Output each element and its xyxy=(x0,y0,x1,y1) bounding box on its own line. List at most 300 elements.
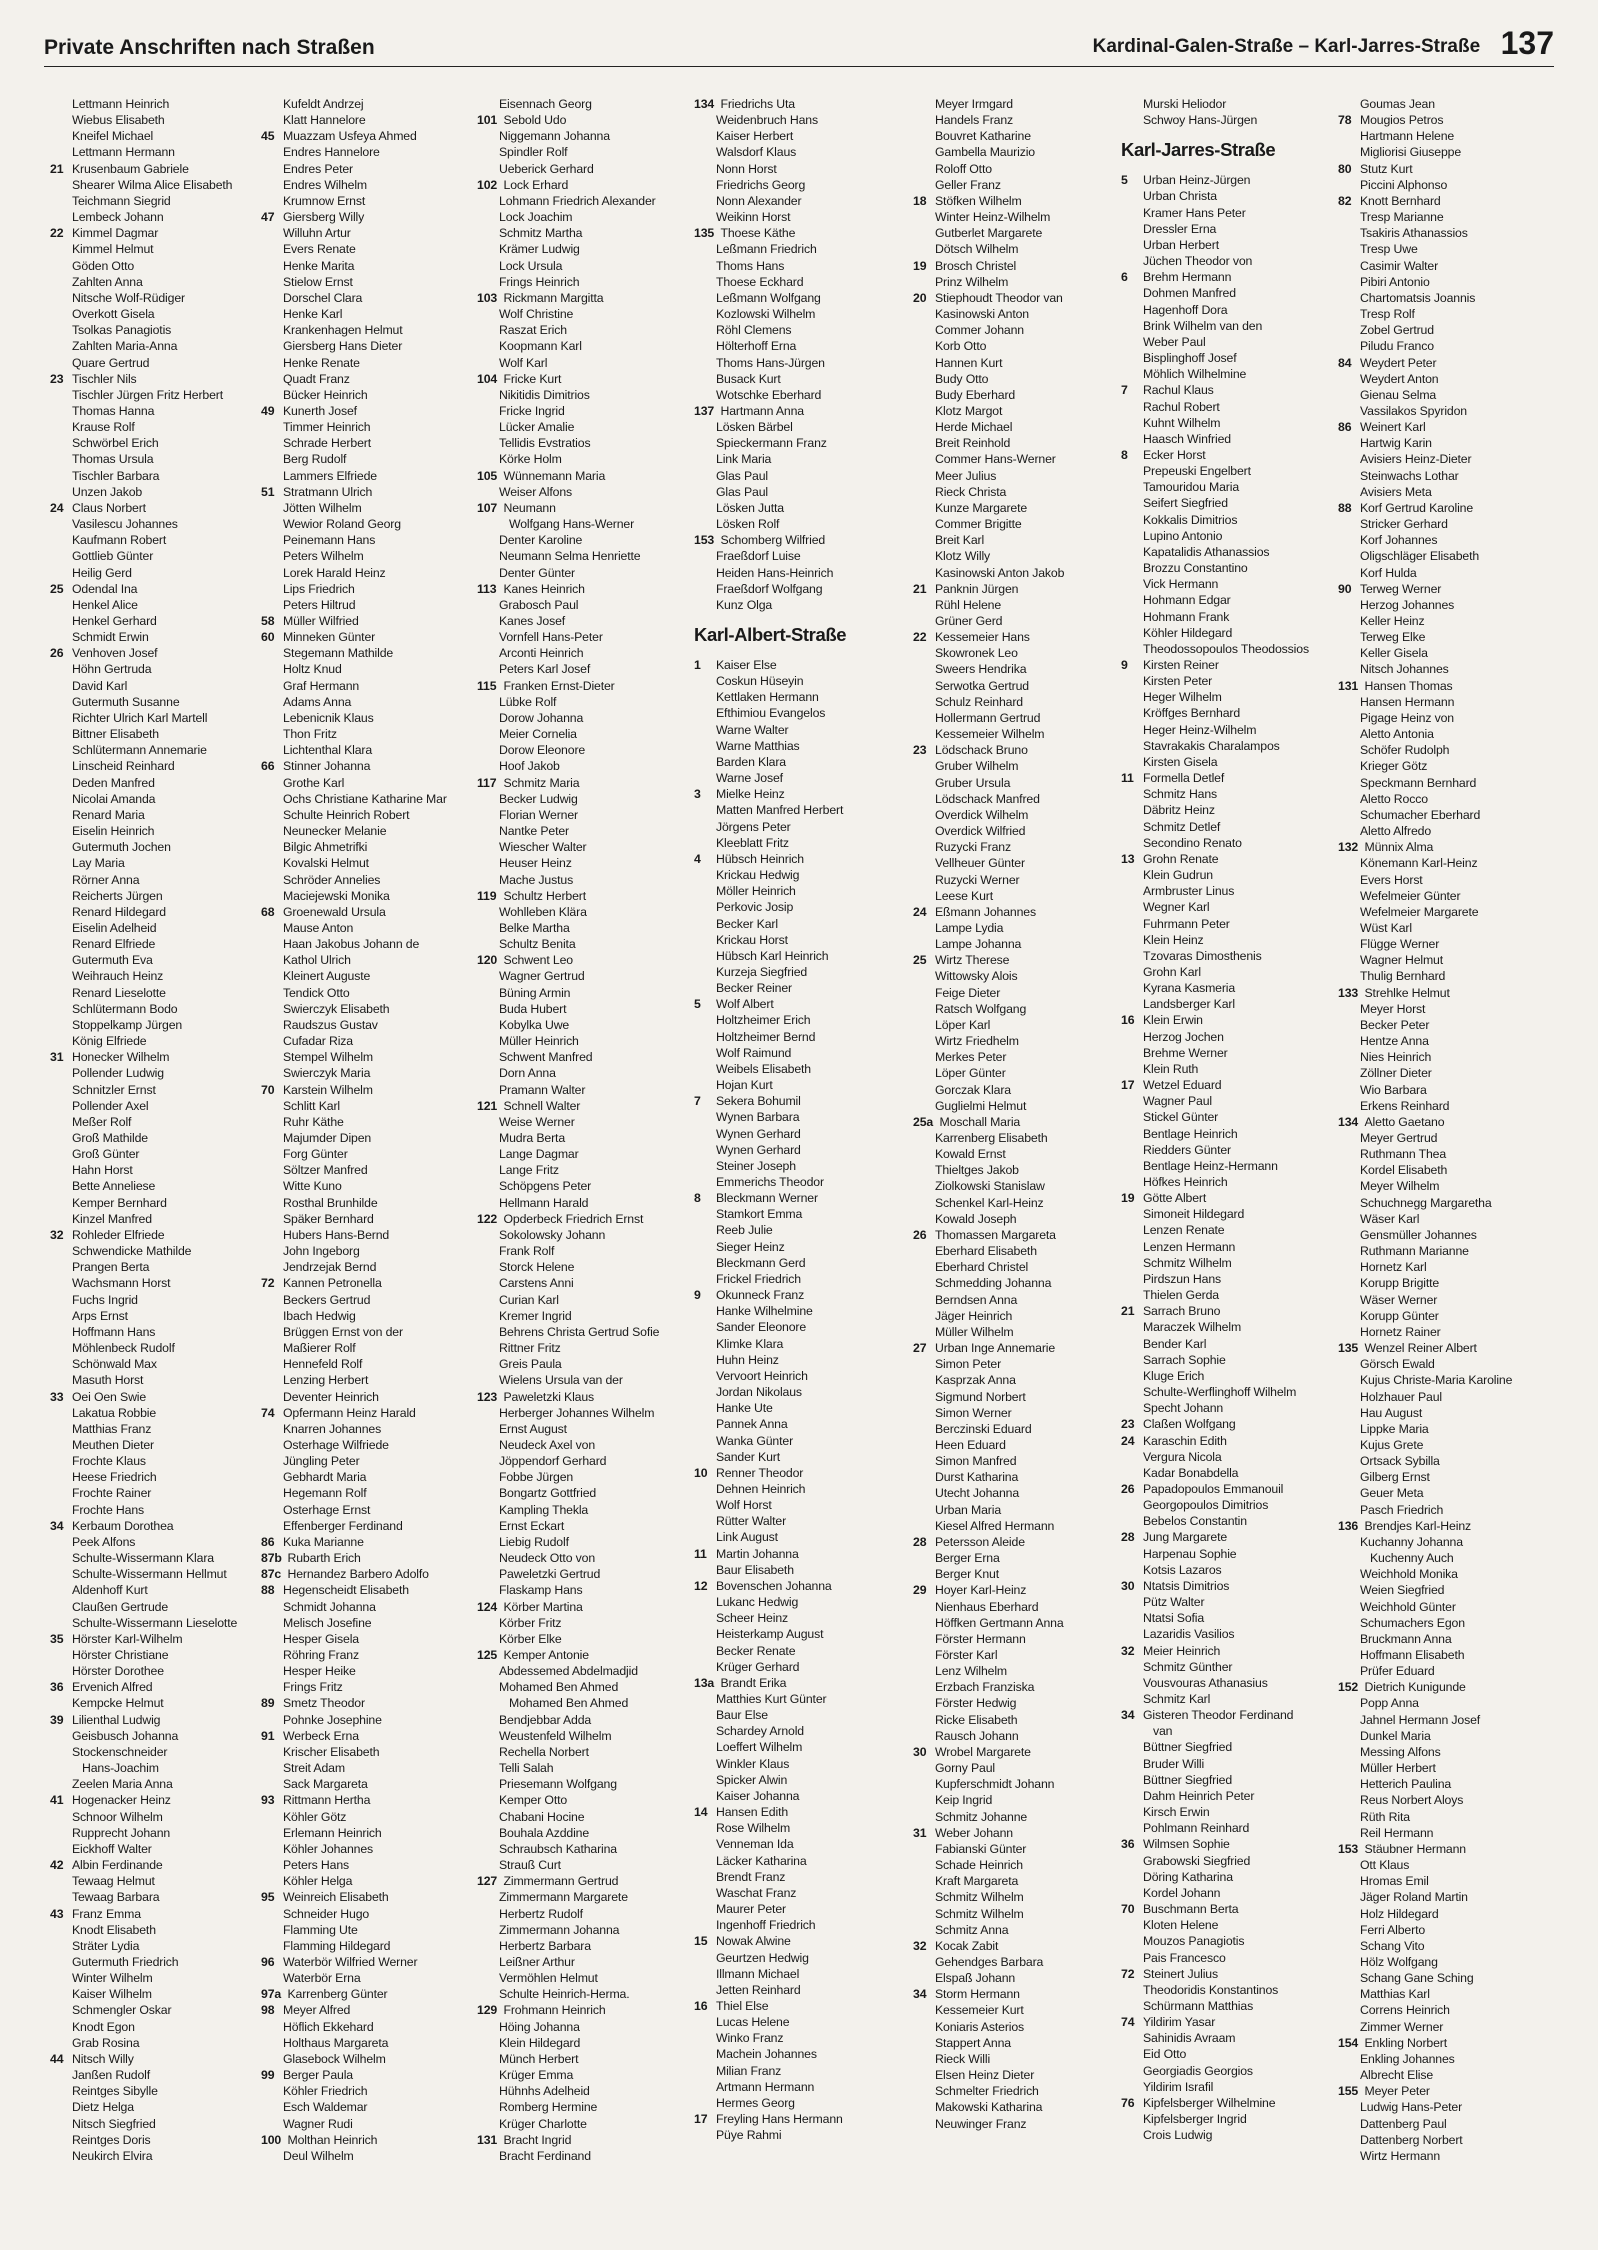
house-number: 153 xyxy=(694,533,715,548)
resident-entry xyxy=(50,968,265,984)
resident-entry xyxy=(913,1695,1128,1711)
resident-entry xyxy=(477,1760,692,1776)
resident-name: Link August xyxy=(716,1530,778,1545)
resident-name: Romberg Hermine xyxy=(499,2100,598,2115)
resident-entry xyxy=(1121,1465,1336,1481)
resident-name: Neumann xyxy=(503,500,556,515)
resident-entry xyxy=(50,791,265,807)
resident-entry xyxy=(477,258,692,274)
resident-entry xyxy=(1121,1287,1336,1303)
resident-name: Meier Heinrich xyxy=(1143,1643,1221,1658)
house-number: 97a xyxy=(261,1987,282,2002)
resident-name: Berndsen Anna xyxy=(935,1292,1018,1307)
resident-name: Hansen Edith xyxy=(716,1805,789,1820)
resident-entry xyxy=(477,710,692,726)
resident-entry xyxy=(261,1712,476,1728)
resident-name: Crois Ludwig xyxy=(1143,2128,1213,2143)
resident-entry xyxy=(694,1384,909,1400)
resident-entry xyxy=(261,1178,476,1194)
resident-name: Effenberger Ferdinand xyxy=(283,1518,403,1533)
resident-name: Neuwinger Franz xyxy=(935,2116,1027,2131)
resident-name: Körke Holm xyxy=(499,452,562,467)
resident-name: Nonn Horst xyxy=(716,161,777,176)
resident-name: Mache Justus xyxy=(499,872,574,887)
resident-entry xyxy=(1338,1631,1553,1647)
resident-entry xyxy=(694,435,909,451)
resident-entry xyxy=(1338,209,1553,225)
resident-entry xyxy=(913,1146,1128,1162)
resident-name: Möhlenbeck Rudolf xyxy=(72,1341,175,1356)
resident-name: Hegenscheidt Elisabeth xyxy=(283,1583,409,1598)
resident-entry xyxy=(913,2083,1128,2099)
house-number: 129 xyxy=(477,2003,498,2018)
resident-entry xyxy=(477,1825,692,1841)
resident-name: Thiel Else xyxy=(716,1998,769,2013)
resident-name: Karrenberg Günter xyxy=(287,1987,388,2002)
resident-name: Krüger Emma xyxy=(499,2068,574,2083)
resident-name: Kremer Ingrid xyxy=(499,1308,572,1323)
resident-name: Müller Heinrich xyxy=(499,1034,579,1049)
resident-entry xyxy=(913,1162,1128,1178)
resident-entry xyxy=(913,225,1128,241)
resident-entry xyxy=(477,775,692,791)
resident-entry xyxy=(1338,484,1553,500)
resident-name: Kotsis Lazaros xyxy=(1143,1562,1222,1577)
resident-entry xyxy=(694,484,909,500)
resident-entry xyxy=(1338,1356,1553,1372)
house-number: 13 xyxy=(1121,851,1135,866)
resident-entry xyxy=(1121,625,1336,641)
resident-entry xyxy=(261,2083,476,2099)
resident-name: Lebenicnik Klaus xyxy=(283,710,374,725)
resident-entry xyxy=(50,1130,265,1146)
resident-entry xyxy=(50,1922,265,1938)
resident-entry xyxy=(477,322,692,338)
house-number: 102 xyxy=(477,177,498,192)
resident-entry xyxy=(1121,754,1336,770)
resident-entry xyxy=(913,532,1128,548)
resident-entry xyxy=(50,112,265,128)
resident-name: Overkott Gisela xyxy=(72,307,155,322)
resident-entry xyxy=(694,1804,909,1820)
resident-name: Makowski Katharina xyxy=(935,2100,1043,2115)
resident-entry xyxy=(1338,500,1553,516)
resident-name: Wolf Raimund xyxy=(716,1045,792,1060)
resident-entry xyxy=(913,177,1128,193)
resident-name: Stamkort Emma xyxy=(716,1207,803,1222)
resident-entry xyxy=(1121,1578,1336,1594)
house-number: 7 xyxy=(694,1094,701,1109)
resident-entry xyxy=(50,742,265,758)
resident-entry xyxy=(477,2035,692,2051)
resident-name: Kirsch Erwin xyxy=(1143,1805,1210,1820)
resident-entry xyxy=(50,2019,265,2035)
resident-name: Sander Eleonore xyxy=(716,1320,807,1335)
resident-entry xyxy=(913,306,1128,322)
resident-name: Frickel Friedrich xyxy=(716,1271,801,1286)
resident-name: Strauß Curt xyxy=(499,1858,561,1873)
resident-entry xyxy=(1338,1130,1553,1146)
house-number: 121 xyxy=(477,1098,498,1113)
resident-name: Reintges Sibylle xyxy=(72,2084,158,2099)
resident-entry xyxy=(50,1082,265,1098)
resident-entry xyxy=(913,387,1128,403)
resident-entry xyxy=(694,1643,909,1659)
resident-entry xyxy=(913,1534,1128,1550)
house-number: 91 xyxy=(261,1728,275,1743)
resident-entry xyxy=(261,985,476,1001)
resident-name: Bracht Ferdinand xyxy=(499,2148,591,2163)
resident-name: Frochte Klaus xyxy=(72,1454,146,1469)
resident-entry xyxy=(1338,888,1553,904)
resident-name: Okunneck Franz xyxy=(716,1288,805,1303)
resident-name: Zahlten Maria-Anna xyxy=(72,339,178,354)
resident-name: Lange Fritz xyxy=(499,1163,559,1178)
resident-entry xyxy=(1338,1033,1553,1049)
resident-entry xyxy=(50,144,265,160)
resident-entry xyxy=(50,775,265,791)
resident-name: Henkel Gerhard xyxy=(72,614,157,628)
house-number: 120 xyxy=(477,953,498,968)
house-number: 100 xyxy=(261,2132,282,2147)
resident-entry xyxy=(1121,479,1336,495)
resident-name: Reicherts Jürgen xyxy=(72,888,163,903)
resident-name: Prepeuski Engelbert xyxy=(1143,464,1251,479)
resident-entry xyxy=(694,2030,909,2046)
resident-entry xyxy=(50,1259,265,1275)
resident-entry xyxy=(1338,1017,1553,1033)
resident-entry xyxy=(1121,722,1336,738)
resident-entry xyxy=(50,629,265,645)
resident-entry xyxy=(1338,1679,1553,1695)
resident-entry xyxy=(1121,1836,1336,1852)
resident-entry xyxy=(694,1497,909,1513)
resident-name: Stielow Ernst xyxy=(283,274,353,289)
resident-entry xyxy=(694,1255,909,1271)
resident-name: Wiebus Elisabeth xyxy=(72,113,165,128)
resident-name: Telli Salah xyxy=(499,1761,554,1776)
resident-name: Flamming Hildegard xyxy=(283,1938,391,1953)
resident-name: Speckmann Bernhard xyxy=(1360,775,1477,790)
resident-name: Schöpgens Peter xyxy=(499,1179,592,1194)
resident-entry xyxy=(694,193,909,209)
resident-name: Dorow Johanna xyxy=(499,710,584,725)
resident-name: Spicker Alwin xyxy=(716,1772,788,1787)
resident-entry xyxy=(1338,128,1553,144)
resident-name: Schulz Reinhard xyxy=(935,694,1023,709)
resident-name: Holzhauer Paul xyxy=(1360,1389,1442,1404)
resident-name: Urban Christa xyxy=(1143,189,1217,204)
resident-entry xyxy=(1121,1869,1336,1885)
resident-name: Lenzen Hermann xyxy=(1143,1239,1236,1254)
resident-entry xyxy=(694,290,909,306)
resident-entry xyxy=(694,899,909,915)
resident-name: Kirsten Gisela xyxy=(1143,754,1218,769)
resident-name: Schmitz Wilhelm xyxy=(935,1890,1024,1905)
resident-entry xyxy=(1338,1324,1553,1340)
resident-name: Milian Franz xyxy=(716,2063,782,2078)
resident-name: Matthies Kurt Günter xyxy=(716,1692,827,1706)
resident-entry xyxy=(261,177,476,193)
resident-entry xyxy=(1121,980,1336,996)
resident-entry xyxy=(1338,387,1553,403)
house-number: 26 xyxy=(50,646,64,661)
resident-entry xyxy=(50,1873,265,1889)
resident-entry xyxy=(477,274,692,290)
resident-entry xyxy=(50,371,265,387)
resident-name: Wolfgang Hans-Werner xyxy=(509,517,635,532)
resident-name: Kimmel Helmut xyxy=(72,242,154,257)
resident-name: Baur Elisabeth xyxy=(716,1562,794,1577)
resident-name: Krickau Horst xyxy=(716,932,788,947)
resident-entry xyxy=(261,678,476,694)
resident-name: Schürmann Matthias xyxy=(1143,1998,1254,2013)
resident-entry xyxy=(50,678,265,694)
house-number: 122 xyxy=(477,1211,498,1226)
resident-entry xyxy=(50,128,265,144)
resident-name: Förster Hedwig xyxy=(935,1696,1017,1711)
resident-entry xyxy=(477,1922,692,1938)
resident-entry xyxy=(261,241,476,257)
resident-name: Büning Armin xyxy=(499,985,571,1000)
resident-entry xyxy=(913,1033,1128,1049)
resident-name: Schönwald Max xyxy=(72,1357,157,1372)
resident-name: Swierczyk Elisabeth xyxy=(283,1001,390,1016)
house-number: 44 xyxy=(50,2051,64,2066)
resident-entry xyxy=(477,161,692,177)
resident-name: Petersson Aleide xyxy=(935,1534,1025,1549)
resident-entry xyxy=(477,209,692,225)
resident-entry xyxy=(913,565,1128,581)
resident-name: Pannek Anna xyxy=(716,1417,788,1432)
resident-name: Deul Wilhelm xyxy=(283,2148,354,2163)
resident-name: Quadt Franz xyxy=(283,371,350,386)
resident-name: Hölz Wolfgang xyxy=(1360,1954,1438,1969)
resident-entry xyxy=(477,791,692,807)
resident-entry xyxy=(477,355,692,371)
resident-name: Raszat Erich xyxy=(499,323,567,338)
resident-name: Henke Renate xyxy=(283,355,360,370)
resident-entry xyxy=(50,225,265,241)
resident-entry xyxy=(913,1227,1128,1243)
resident-name: Wynen Gerhard xyxy=(716,1126,801,1141)
resident-entry xyxy=(913,1566,1128,1582)
resident-name: Brandt Erika xyxy=(720,1675,787,1690)
house-number: 134 xyxy=(1338,1114,1359,1129)
resident-entry xyxy=(1338,1534,1553,1550)
resident-entry xyxy=(913,96,1128,112)
resident-entry xyxy=(913,1275,1128,1291)
resident-name: Minneken Günter xyxy=(283,630,376,645)
resident-entry xyxy=(1338,629,1553,645)
resident-name: Wetzel Eduard xyxy=(1143,1078,1222,1093)
resident-name: Aletto Antonia xyxy=(1360,727,1434,742)
house-number: 95 xyxy=(261,1890,275,1905)
resident-entry xyxy=(50,710,265,726)
resident-entry xyxy=(50,1227,265,1243)
resident-name: Glasebock Wilhelm xyxy=(283,2051,386,2066)
resident-name: Brehme Werner xyxy=(1143,1045,1228,1060)
resident-name: Meyer Horst xyxy=(1360,1001,1426,1016)
resident-name: Wrobel Margarete xyxy=(935,1744,1031,1759)
resident-name: Glas Paul xyxy=(716,484,768,499)
resident-entry xyxy=(261,791,476,807)
resident-entry xyxy=(261,952,476,968)
resident-name: Osterhage Ernst xyxy=(283,1502,371,1517)
resident-entry xyxy=(477,2051,692,2067)
resident-entry xyxy=(50,2116,265,2132)
resident-entry xyxy=(1121,1029,1336,1045)
resident-entry xyxy=(50,1776,265,1792)
resident-name: Weber Johann xyxy=(935,1825,1013,1840)
resident-entry xyxy=(477,1195,692,1211)
resident-name: Quare Gertrud xyxy=(72,355,150,370)
resident-entry xyxy=(913,1211,1128,1227)
resident-entry xyxy=(50,435,265,451)
resident-entry xyxy=(261,1906,476,1922)
resident-entry xyxy=(1121,1885,1336,1901)
house-number: 27 xyxy=(913,1341,927,1356)
resident-entry xyxy=(913,694,1128,710)
resident-entry xyxy=(477,1615,692,1631)
resident-name: Stockenschneider xyxy=(72,1744,168,1759)
resident-name: Schuchnegg Margaretha xyxy=(1360,1195,1492,1210)
resident-entry xyxy=(694,1950,909,1966)
resident-name: Hübsch Karl Heinrich xyxy=(716,948,829,963)
resident-entry xyxy=(477,1599,692,1615)
resident-entry xyxy=(913,1970,1128,1986)
resident-entry xyxy=(1338,1582,1553,1598)
resident-entry xyxy=(1338,1825,1553,1841)
resident-entry xyxy=(50,2035,265,2051)
resident-name: Vousvouras Athanasius xyxy=(1143,1675,1268,1690)
resident-entry xyxy=(477,565,692,581)
resident-name: Gutermuth Eva xyxy=(72,953,153,968)
resident-name: Wäser Werner xyxy=(1360,1292,1438,1307)
resident-entry xyxy=(1338,2099,1553,2115)
resident-entry xyxy=(913,500,1128,516)
resident-entry xyxy=(477,1485,692,1501)
resident-name: Haasch Winfried xyxy=(1143,431,1231,446)
resident-entry xyxy=(694,964,909,980)
resident-name: Prangen Berta xyxy=(72,1260,150,1275)
resident-entry xyxy=(1121,786,1336,802)
resident-name: Weibels Elisabeth xyxy=(716,1061,811,1076)
directory-column xyxy=(1338,96,1553,2164)
resident-name: Hogenacker Heinz xyxy=(72,1793,171,1808)
resident-name: Pais Francesco xyxy=(1143,1950,1226,1965)
resident-name: Tischler Jürgen Fritz Herbert xyxy=(72,387,223,402)
resident-name: Knarren Johannes xyxy=(283,1421,382,1436)
resident-entry xyxy=(694,1820,909,1836)
resident-entry xyxy=(694,322,909,338)
resident-entry xyxy=(261,1324,476,1340)
resident-name: Kunerth Josef xyxy=(283,403,357,418)
house-number: 24 xyxy=(913,904,927,919)
resident-entry xyxy=(913,2067,1128,2083)
resident-name: Thielen Gerda xyxy=(1143,1288,1219,1303)
resident-name: Claßen Wolfgang xyxy=(1143,1417,1236,1432)
resident-name: Stinner Johanna xyxy=(283,759,371,774)
resident-name: Läcker Katharina xyxy=(716,1853,807,1868)
resident-entry xyxy=(1121,2127,1336,2143)
resident-entry xyxy=(261,548,476,564)
resident-entry xyxy=(1338,306,1553,322)
resident-entry xyxy=(694,948,909,964)
resident-entry xyxy=(694,241,909,257)
resident-name: Haan Jakobus Johann de xyxy=(283,937,420,952)
resident-name: Venneman Ida xyxy=(716,1837,794,1852)
resident-name: Krämer Ludwig xyxy=(499,242,580,257)
resident-entry xyxy=(694,980,909,996)
resident-entry xyxy=(913,355,1128,371)
resident-name: Jörgens Peter xyxy=(716,819,791,834)
resident-name: Giersberg Hans Dieter xyxy=(283,339,403,354)
resident-name: Lazaridis Vasilios xyxy=(1143,1627,1235,1642)
resident-name: Klein Hildegard xyxy=(499,2035,581,2050)
resident-name: Gienau Selma xyxy=(1360,387,1437,402)
resident-entry xyxy=(913,1712,1128,1728)
resident-name: Berger Paula xyxy=(283,2068,353,2083)
house-number: 51 xyxy=(261,484,275,499)
resident-name: Ernst August xyxy=(499,1421,567,1436)
resident-entry xyxy=(477,694,692,710)
resident-entry xyxy=(477,1502,692,1518)
resident-entry xyxy=(477,1453,692,1469)
resident-name: Wäser Karl xyxy=(1360,1211,1420,1226)
resident-entry xyxy=(694,597,909,613)
resident-entry xyxy=(261,1922,476,1938)
resident-entry xyxy=(694,1158,909,1174)
resident-entry xyxy=(477,1954,692,1970)
resident-name: Timmer Heinrich xyxy=(283,420,371,435)
resident-name: Schenkel Karl-Heinz xyxy=(935,1195,1044,1210)
resident-name: Meyer Gertrud xyxy=(1360,1131,1438,1145)
resident-entry xyxy=(913,1114,1128,1130)
resident-name: Elsen Heinz Dieter xyxy=(935,2068,1035,2083)
resident-entry xyxy=(477,387,692,403)
resident-entry xyxy=(1338,1712,1553,1728)
resident-entry xyxy=(694,722,909,738)
resident-name: Schmitz Wilhelm xyxy=(935,1906,1024,1921)
house-number: 45 xyxy=(261,129,275,144)
resident-entry xyxy=(477,1324,692,1340)
house-number: 133 xyxy=(1338,985,1359,1000)
resident-entry xyxy=(477,952,692,968)
house-number: 31 xyxy=(50,1050,64,1065)
resident-name: Bette Anneliese xyxy=(72,1179,156,1194)
resident-entry xyxy=(50,1712,265,1728)
resident-name: Chartomatsis Joannis xyxy=(1360,290,1476,305)
resident-name: Schmitz Günther xyxy=(1143,1659,1233,1674)
resident-entry xyxy=(1121,560,1336,576)
resident-name: Frohmann Heinrich xyxy=(503,2003,606,2018)
resident-name: Vassilakos Spyridon xyxy=(1360,403,1467,418)
resident-name: Schneider Hugo xyxy=(283,1906,370,1921)
resident-name: Hernandez Barbero Adolfo xyxy=(287,1567,429,1582)
resident-name: Ruthmann Thea xyxy=(1360,1147,1447,1162)
resident-name: Leese Kurt xyxy=(935,888,993,903)
resident-name: Tsolkas Panagiotis xyxy=(72,323,172,338)
resident-entry xyxy=(50,565,265,581)
resident-name: Pasch Friedrich xyxy=(1360,1502,1444,1517)
resident-name: Hohmann Frank xyxy=(1143,609,1230,624)
resident-name: Nikitidis Dimitrios xyxy=(499,387,590,402)
resident-name: Weise Werner xyxy=(499,1114,575,1129)
resident-entry xyxy=(913,645,1128,661)
resident-entry xyxy=(1338,581,1553,597)
resident-name: Lödschack Bruno xyxy=(935,743,1028,758)
